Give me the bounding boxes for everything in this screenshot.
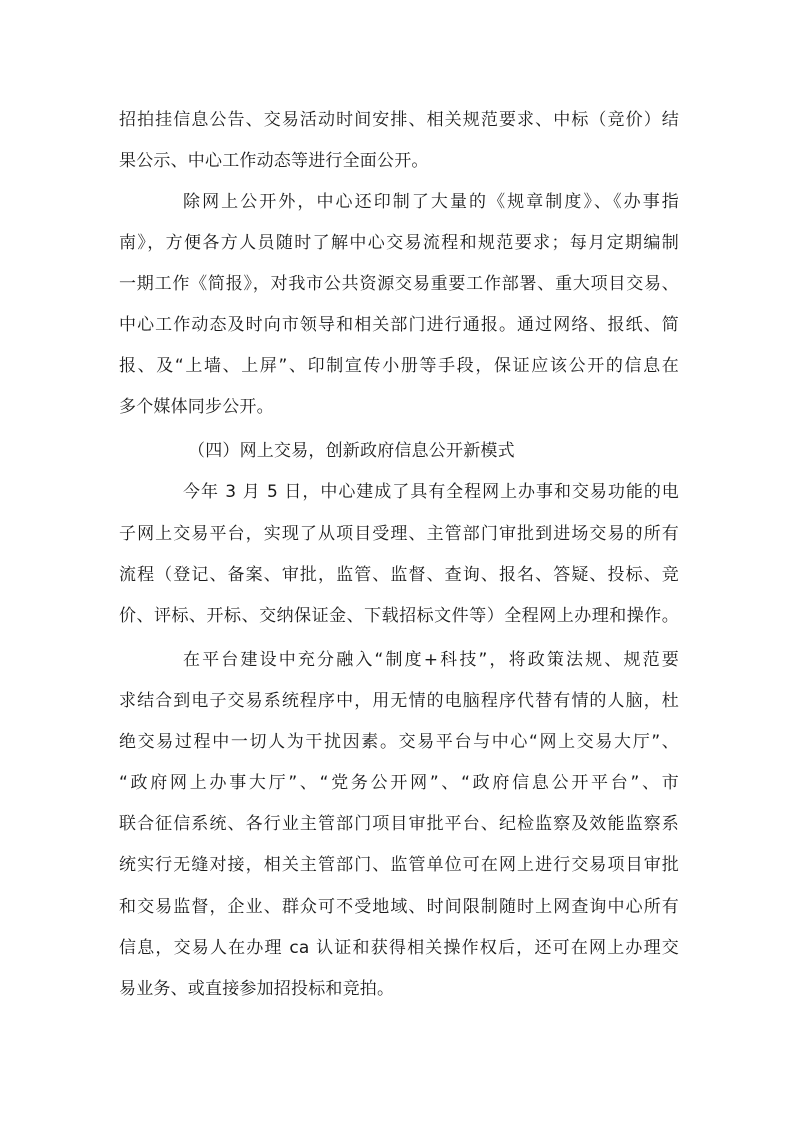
text-line: 求结合到电子交易系统程序中，用无情的电脑程序代替有情的人脑，杜 [119,691,679,711]
text-line: 子网上交易平台，实现了从项目受理、主管部门审批到进场交易的所有 [119,524,679,544]
text-line: 一期工作《简报》，对我市公共资源交易重要工作部署、重大项目交易、 [119,274,679,294]
paragraph-first-line: 在平台建设中充分融入“制度+科技”，将政策法规、规范要 [183,650,679,670]
text-line: 和交易监督，企业、群众可不受地域、时间限制随时上网查询中心所有 [119,897,679,917]
text-line: “政府网上办事大厅”、“党务公开网”、“政府信息公开平台”、市 [119,773,679,793]
text-line: 价、评标、开标、交纳保证金、下载招标文件等）全程网上办理和操作。 [119,606,679,626]
text-line: 信息，交易人在办理 ca 认证和获得相关操作权后，还可在网上办理交 [119,938,679,958]
text-line: 绝交易过程中一切人为干扰因素。交易平台与中心“网上交易大厅”、 [119,732,679,752]
text-line: 流程（登记、备案、审批，监管、监督、查询、报名、答疑、投标、竞 [119,565,679,585]
text-line: 招拍挂信息公告、交易活动时间安排、相关规范要求、中标（竞价）结 [119,110,679,130]
text-line: 南》，方便各方人员随时了解中心交易流程和规范要求；每月定期编制 [119,233,679,253]
text-line: 果公示、中心工作动态等进行全面公开。 [119,151,429,171]
paragraph-first-line: 除网上公开外，中心还印制了大量的《规章制度》、《办事指 [183,192,679,212]
text-line: 报、及“上墙、上屏”、印制宣传小册等手段，保证应该公开的信息在 [119,356,679,376]
text-line: 中心工作动态及时向市领导和相关部门进行通报。通过网络、报纸、简 [119,315,679,335]
text-line: 联合征信系统、各行业主管部门项目审批平台、纪检监察及效能监察系 [119,814,679,834]
section-heading: （四）网上交易，创新政府信息公开新模式 [188,441,515,461]
text-line: 统实行无缝对接，相关主管部门、监管单位可在网上进行交易项目审批 [119,855,679,875]
text-line: 多个媒体同步公开。 [119,397,274,417]
paragraph-first-line: 今年 3 月 5 日，中心建成了具有全程网上办事和交易功能的电 [183,482,679,502]
text-line: 易业务、或直接参加招投标和竞拍。 [119,979,395,999]
